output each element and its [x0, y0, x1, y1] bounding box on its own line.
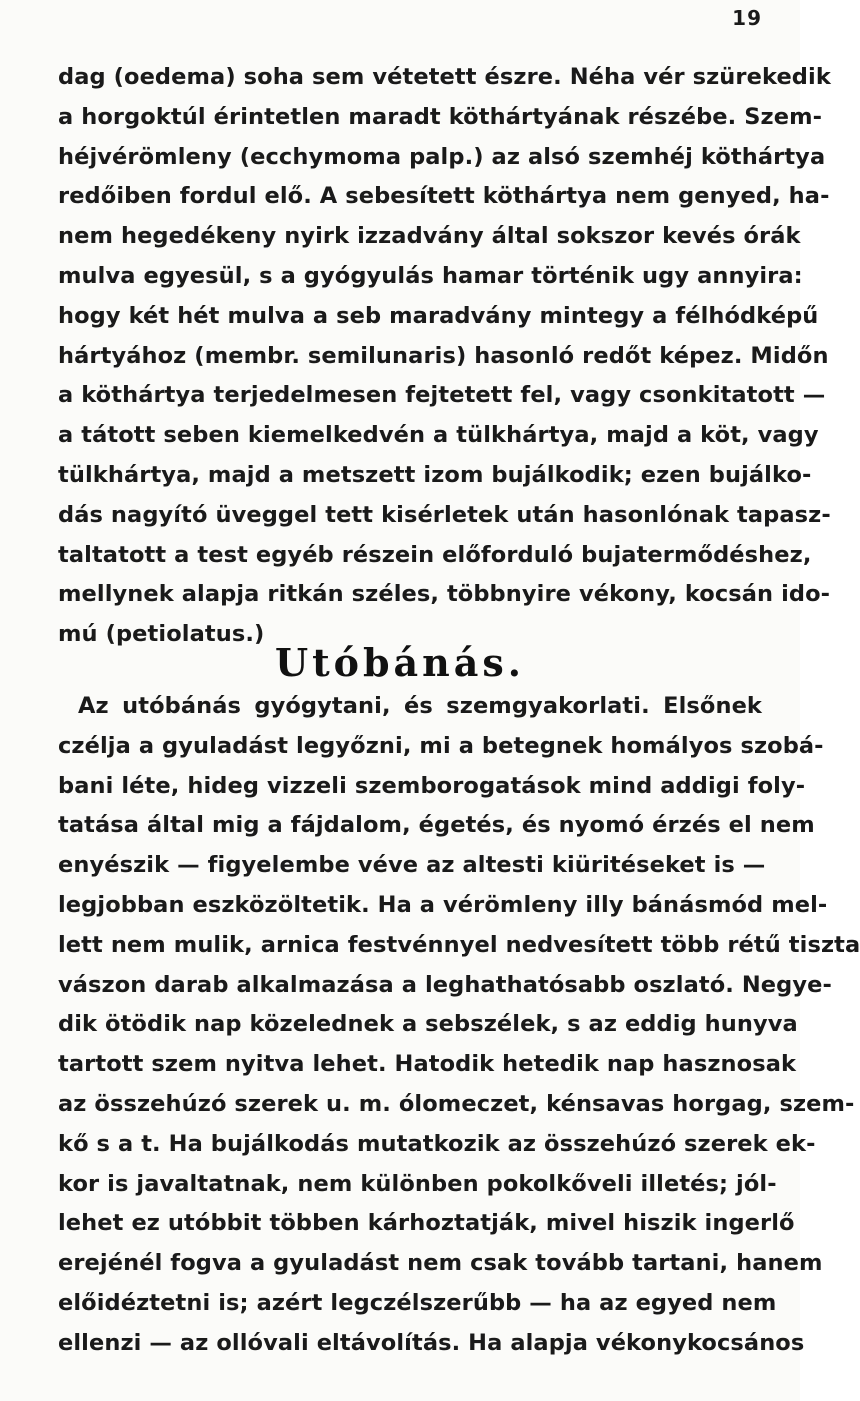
- paragraph-1: [58, 58, 831, 655]
- text-line: erejénél fogva a gyuladást nem csak tovább tartani, hanem: [58, 1250, 823, 1277]
- text-line: redőiben fordul elő. A sebesített köthártya nem genyed, ha-: [58, 183, 830, 210]
- text-line: lett nem mulik, arnica festvénnyel nedvesített több rétű tiszta: [58, 931, 860, 958]
- text-line: a tátott seben kiemelkedvén a tülkhártya, majd a köt, vagy: [58, 422, 819, 449]
- paragraph-2: [58, 687, 860, 1364]
- text-line: az összehúzó szerek u. m. ólomeczet, kénsavas horgag, szem-: [58, 1090, 855, 1117]
- text-line: hogy két hét mulva a seb maradvány mintegy a félhódképű: [58, 302, 819, 329]
- text-line: taltatott a test egyéb részein előforduló bujatermődéshez,: [58, 541, 812, 568]
- text-line: előidéztetni is; azért legczélszerűbb — ha az egyed nem: [58, 1289, 777, 1316]
- text-line: legjobban eszközöltetik. Ha a vérömleny illy bánásmód mel-: [58, 891, 828, 918]
- text-line: bani léte, hideg vizzeli szemborogatások mind addigi foly-: [58, 772, 806, 799]
- text-line: Az utóbánás gyógytani, és szemgyakorlati. Elsőnek: [78, 693, 762, 719]
- text-line: enyészik — figyelembe véve az altesti kiüritéseket is —: [58, 852, 766, 879]
- text-line: dik ötödik nap közelednek a sebszélek, s az eddig hunyva: [58, 1011, 798, 1038]
- text-line: mú (petiolatus.): [58, 621, 265, 648]
- text-line: czélja a gyuladást legyőzni, mi a betegnek homályos szobá-: [58, 732, 824, 759]
- text-line: dás nagyító üveggel tett kisérletek után hasonlónak tapasz-: [58, 501, 831, 528]
- text-line: kő s a t. Ha bujálkodás mutatkozik az összehúzó szerek ek-: [58, 1130, 816, 1157]
- text-line: a köthártya terjedelmesen fejtetett fel, vagy csonkitatott —: [58, 382, 826, 409]
- section-heading: Utóbánás.: [274, 640, 526, 685]
- text-line: héjvérömleny (ecchymoma palp.) az alsó szemhéj köthártya: [58, 143, 826, 170]
- text-line: tartott szem nyitva lehet. Hatodik hetedik nap hasznosak: [58, 1051, 797, 1078]
- text-line: hártyához (membr. semilunaris) hasonló redőt képez. Midőn: [58, 342, 829, 369]
- text-line: a horgoktúl érintetlen maradt köthártyának részébe. Szem-: [58, 103, 823, 130]
- text-line: tatása által mig a fájdalom, égetés, és nyomó érzés el nem: [58, 812, 815, 839]
- text-line: ellenzi — az ollóvali eltávolítás. Ha alapja vékonykocsános: [58, 1329, 805, 1356]
- text-line: dag (oedema) soha sem vétetett észre. Néha vér szürekedik: [58, 64, 831, 90]
- text-line: mellynek alapja ritkán széles, többnyire vékony, kocsán ido-: [58, 581, 831, 608]
- text-line: tülkhártya, majd a metszett izom bujálkodik; ezen bujálko-: [58, 461, 812, 488]
- text-line: vászon darab alkalmazása a leghathatósabb oszlató. Negye-: [58, 971, 832, 998]
- text-line: kor is javaltatnak, nem különben pokolkőveli illetés; jól-: [58, 1170, 777, 1197]
- text-line: nem hegedékeny nyirk izzadvány által sokszor kevés órák: [58, 223, 801, 250]
- page-number: 19: [732, 6, 762, 30]
- text-line: lehet ez utóbbit többen kárhoztatják, mivel hiszik ingerlő: [58, 1210, 795, 1237]
- text-line: mulva egyesül, s a gyógyulás hamar történik ugy annyira:: [58, 262, 803, 289]
